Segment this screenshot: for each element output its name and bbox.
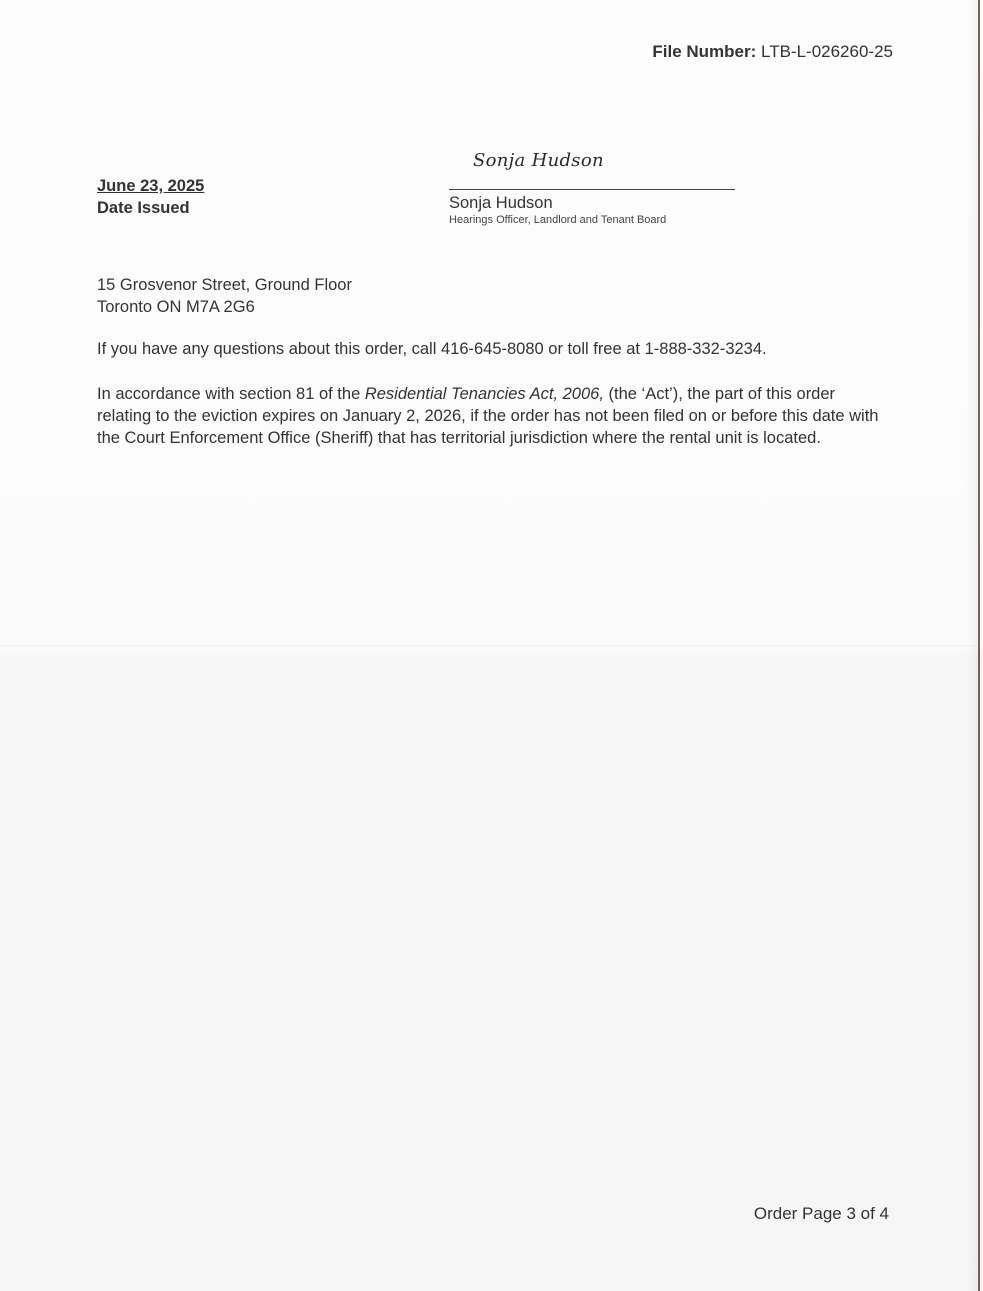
signer-title: Hearings Officer, Landlord and Tenant Board (449, 214, 667, 226)
file-number-label: File Number: (652, 42, 757, 61)
date-issued-block (97, 175, 204, 219)
page-edge (978, 0, 980, 1291)
paper-fold (0, 645, 978, 648)
signature-block (449, 145, 735, 226)
questions-paragraph: If you have any questions about this order, call 416-645-8080 or toll free at 1-888-332-3234. (97, 340, 767, 358)
address-line-1: 15 Grosvenor Street, Ground Floor (97, 276, 352, 294)
file-number-value: LTB-L-026260-25 (761, 42, 893, 61)
handwritten-signature: Sonja Hudson (473, 150, 604, 171)
board-address (97, 274, 352, 318)
file-number (652, 42, 893, 62)
address-line-2: Toronto ON M7A 2G6 (97, 298, 255, 316)
issue-date: June 23, 2025 (97, 177, 205, 195)
date-issued-label: Date Issued (97, 199, 190, 217)
notice-text-end: (the ‘Act’), the part of this order relating to the eviction expires on January 2, 2026, if the order has not been filed on or before this date with the Court Enforcement Office (Sheriff) that has territorial jurisdiction where the rental unit is located. (97, 385, 879, 447)
eviction-notice-paragraph (97, 383, 887, 449)
page-shadow (966, 0, 978, 1291)
signer-name: Sonja Hudson (449, 194, 553, 212)
signature-line (449, 189, 735, 190)
page-number: Order Page 3 of 4 (753, 1204, 889, 1223)
notice-text-start: In accordance with section 81 of the (97, 385, 365, 403)
act-name: Residential Tenancies Act, 2006, (364, 385, 604, 403)
